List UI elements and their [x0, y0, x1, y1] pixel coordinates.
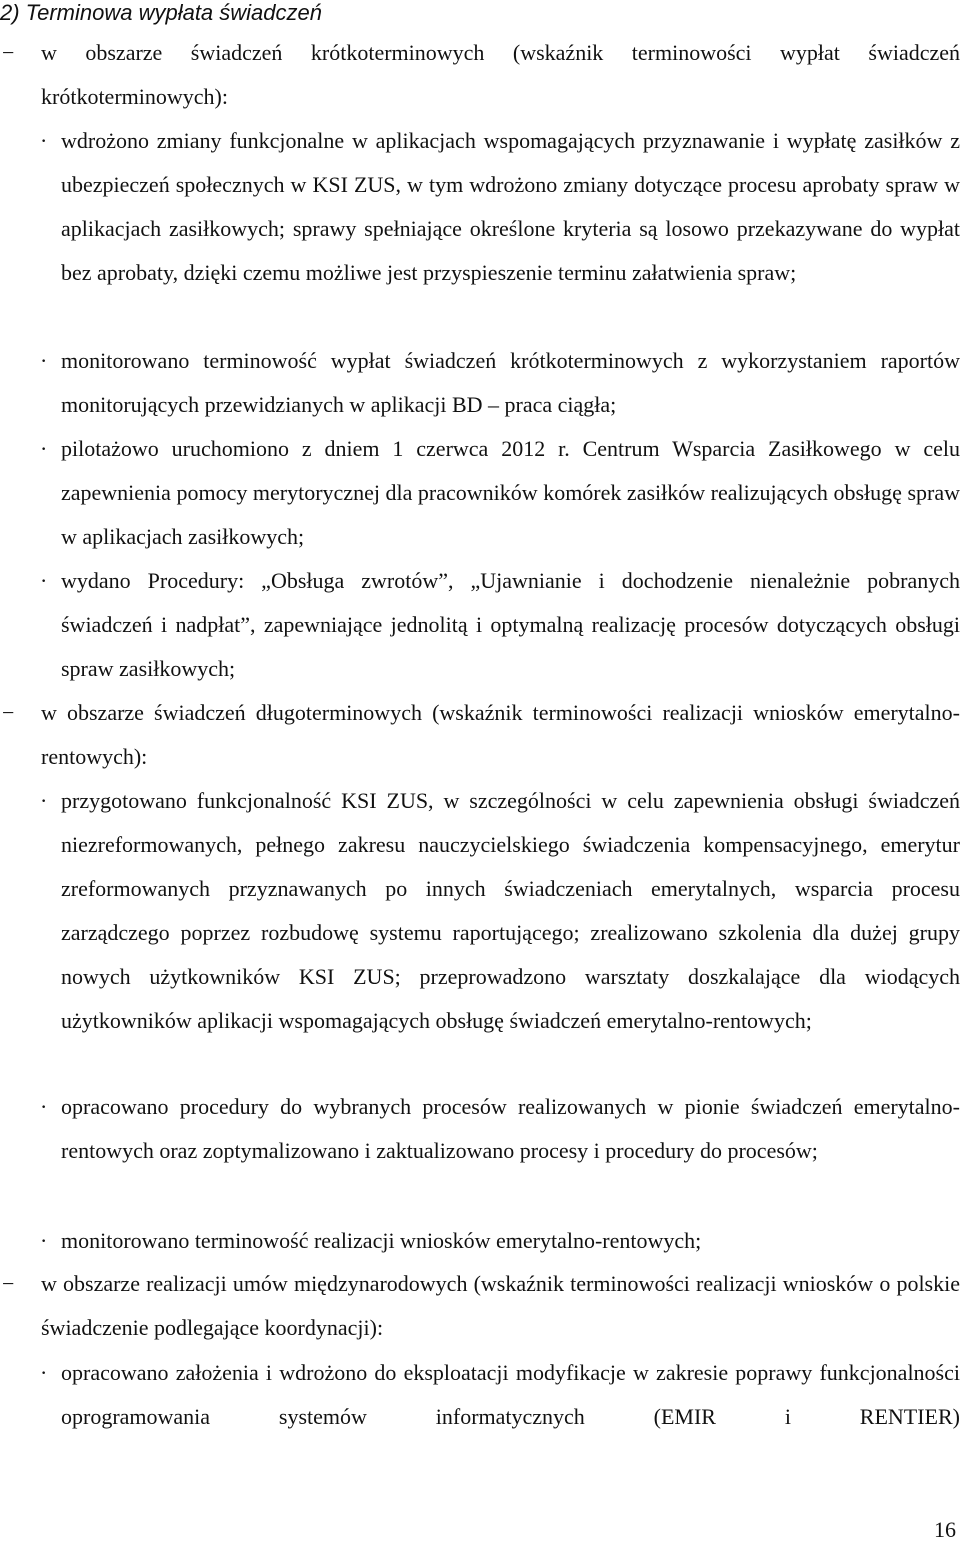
bullet-item [0, 559, 960, 691]
page-number: 16 [934, 1517, 956, 1542]
dash-marker: − [2, 1271, 15, 1296]
section-heading: 2) Terminowa wypłata świadczeń [0, 0, 322, 25]
bullet-item-text: przygotowano funkcjonalność KSI ZUS, w szczególności w celu zapewnienia obsługi świadczeń niezreformowanych, pełnego zakresu nauczycielskiego świadczenia kompensacyjnego, emerytur zreformowanych przyznawanych po innych świadczeniach emerytalnych, wsparcia procesu zarządczego poprzez rozbudowę systemu raportującego; zrealizowano szkolenia dla dużej grupy nowych użytkowników KSI ZUS; przeprowadzono warsztaty doszkalające dla wiodących użytkowników aplikacji wspomagających obsługę świadczeń emerytalno-rentowych; [61, 788, 960, 1033]
bullet-item [0, 779, 960, 1043]
dash-marker: − [2, 40, 15, 65]
bullet-marker: · [40, 1360, 48, 1385]
dash-marker: − [2, 700, 15, 725]
bullet-marker: · [40, 1228, 48, 1253]
bullet-item [0, 119, 960, 295]
bullet-item-text: wydano Procedury: „Obsługa zwrotów”, „Ujawnianie i dochodzenie nienależnie pobranych świadczeń i nadpłat”, zapewniające jednolitą i optymalną realizację procesów dotyczących obsługi spraw zasiłkowych; [61, 568, 960, 681]
dash-item-text: w obszarze świadczeń długoterminowych (wskaźnik terminowości realizacji wniosków emerytalno-rentowych): [41, 700, 960, 769]
bullet-item [0, 1351, 960, 1439]
bullet-marker: · [40, 348, 48, 373]
dash-item-text: w obszarze świadczeń krótkoterminowych (wskaźnik terminowości wypłat świadczeń krótkoterminowych): [41, 40, 960, 109]
dash-item-short-term [0, 31, 960, 119]
bullet-item-text: monitorowano terminowość realizacji wniosków emerytalno-rentowych; [61, 1228, 702, 1253]
bullet-item-text: monitorowano terminowość wypłat świadczeń krótkoterminowych z wykorzystaniem raportów monitorujących przewidzianych w aplikacji BD – praca ciągła; [61, 348, 960, 417]
dash-item-text: w obszarze realizacji umów międzynarodowych (wskaźnik terminowości realizacji wniosków o polskie świadczenie podlegające koordynacji): [41, 1271, 960, 1340]
bullet-marker: · [40, 1094, 48, 1119]
dash-item-international [0, 1262, 960, 1350]
bullet-item [0, 1085, 960, 1173]
bullet-item-text: opracowano procedury do wybranych procesów realizowanych w pionie świadczeń emerytalno-rentowych oraz zoptymalizowano i zaktualizowano procesy i procedury do procesów; [61, 1094, 960, 1163]
bullet-item-text: pilotażowo uruchomiono z dniem 1 czerwca 2012 r. Centrum Wsparcia Zasiłkowego w celu zapewnienia pomocy merytorycznej dla pracowników komórek zasiłków realizujących obsługę spraw w aplikacjach zasiłkowych; [61, 436, 960, 549]
bullet-marker: · [40, 788, 48, 813]
bullet-marker: · [40, 436, 48, 461]
bullet-marker: · [40, 568, 48, 593]
bullet-item [0, 427, 960, 559]
dash-item-long-term [0, 691, 960, 779]
bullet-item [0, 1219, 960, 1263]
bullet-marker: · [40, 128, 48, 153]
bullet-item [0, 339, 960, 427]
bullet-item-text: opracowano założenia i wdrożono do eksploatacji modyfikacje w zakresie poprawy funkcjonalności oprogramowania systemów informatycznych (EMIR i RENTIER) [61, 1360, 960, 1429]
bullet-item-text: wdrożono zmiany funkcjonalne w aplikacjach wspomagających przyznawanie i wypłatę zasiłków z ubezpieczeń społecznych w KSI ZUS, w tym wdrożono zmiany dotyczące procesu aprobaty spraw w aplikacjach zasiłkowych; sprawy spełniające określone kryteria są losowo przekazywane do wypłat bez aprobaty, dzięki czemu możliwe jest przyspieszenie terminu załatwienia spraw; [61, 128, 960, 285]
